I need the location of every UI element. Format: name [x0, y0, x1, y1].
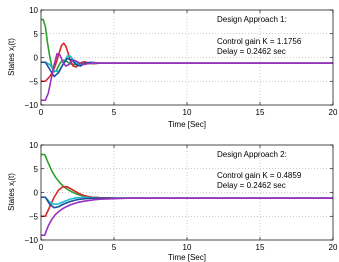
plot-area [41, 10, 333, 105]
y-tick-label: 10 [29, 141, 38, 150]
y-tick-label: 5 [33, 164, 38, 174]
x-tick-label: 20 [328, 108, 338, 117]
x-tick-label: 15 [255, 243, 265, 252]
annotation-title: Design Approach 1: [217, 15, 287, 24]
y-tick-label: 0 [33, 188, 38, 198]
x-axis-label: Time [Sec] [168, 120, 206, 129]
y-axis-label-main: States x [7, 182, 16, 211]
y-tick-label: −5 [28, 212, 38, 222]
x-tick-label: 15 [255, 108, 265, 117]
y-axis-label [7, 38, 18, 76]
x-tick-label: 5 [111, 108, 117, 117]
plot-area [41, 145, 333, 240]
y-axis-label-sub: i [12, 180, 18, 182]
x-tick-label: 5 [111, 243, 117, 252]
annotation-title: Design Approach 2: [217, 150, 287, 159]
y-axis-label-sub: i [12, 45, 18, 47]
y-axis-label-suffix: (t) [7, 173, 16, 181]
annotation-delay: Delay = 0.2462 sec [217, 181, 286, 190]
x-tick-label: 20 [328, 243, 338, 252]
x-axis-label: Time [Sec] [168, 253, 206, 262]
y-tick-label: −10 [24, 236, 38, 245]
y-axis-label-suffix: (t) [7, 38, 16, 46]
y-tick-label: 10 [29, 6, 38, 15]
annotation-gain: Control gain K = 1.1756 [217, 37, 302, 46]
x-tick-label: 0 [38, 108, 44, 117]
y-axis-label-main: States x [7, 47, 16, 76]
y-tick-label: 0 [33, 53, 38, 63]
y-tick-label: −10 [24, 101, 38, 110]
annotation-delay: Delay = 0.2462 sec [217, 47, 286, 56]
y-tick-label: −5 [28, 77, 38, 87]
x-tick-label: 10 [182, 108, 192, 117]
x-tick-label: 10 [182, 243, 192, 252]
x-tick-label: 0 [38, 243, 44, 252]
y-axis-label [7, 173, 18, 211]
chart-panel-2 [7, 141, 338, 262]
y-tick-label: 5 [33, 29, 38, 39]
chart-panel-1 [7, 6, 338, 129]
annotation-gain: Control gain K = 0.4859 [217, 171, 302, 180]
